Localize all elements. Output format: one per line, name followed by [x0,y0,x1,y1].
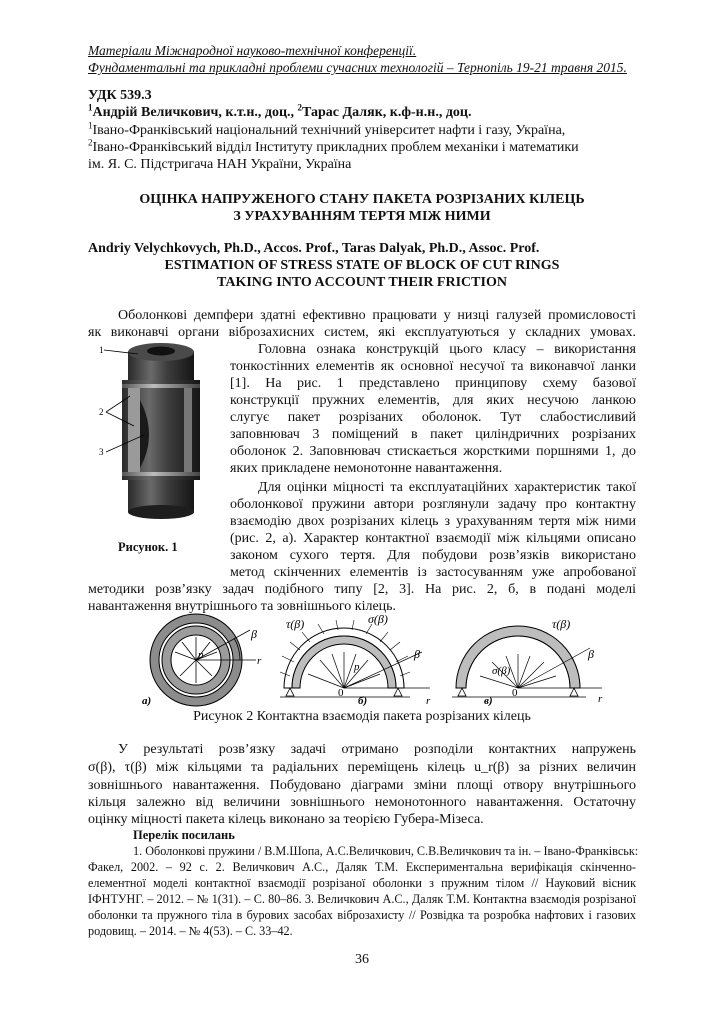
p2-line1: Для оцінки міцності та експлуатаційних характеристик такої [258,480,636,495]
svg-text:β: β [251,627,257,641]
p3-line4: кільця залежно від величини зовнішнього немонотонного навантаження. Остаточну [88,795,636,810]
title-ua-line1: ОЦІНКА НАПРУЖЕНОГО СТАНУ ПАКЕТА РОЗРІЗАНИХ КІЛЕЦЬ [139,192,585,207]
fig2-panel-b [280,612,431,707]
page-number: 36 [355,952,369,967]
udc: УДК 539.3 [88,88,152,103]
p1-wrap-1: Головна ознака конструкцій цього класу – використання [258,342,636,357]
authors-ua: $^1$Андрій Величкович, к.т.н., доц., $^2$Тарас Даляк, к.ф-н.н., доц. [88,102,472,120]
svg-text:r: r [257,655,262,667]
svg-text:а): а) [142,695,152,707]
p2-line8: навантаження внутрішнього та зовнішнього кілець. [88,599,397,614]
p1-line1: Оболонкові демпфери здатні ефективно працювати у низці галузей промисловості [118,308,636,323]
p2-line7: методики розв’язку задач подібного типу [2, 3]. На рис. 2, б, в подані моделі [88,582,636,597]
p2-line5: законом сухого тертя. Для побудови розв’язків використано [230,548,636,563]
authors-en: Andriy Velychkovych, Ph.D., Accos. Prof., Taras Dalyak, Ph.D., Assoc. Prof. [88,241,540,256]
svg-text:σ(β): σ(β) [492,665,511,677]
fig1-label-2: 2 [99,407,104,417]
reference-line: оболонки та пружного тіла в бурових засобах віброзахисту // Розвідка та розробка нафтових і газових [88,908,636,922]
p2-line4: (рис. 2, а). Характер контактної взаємодії між кільцями описано [230,531,636,546]
p2-line2: оболонкової пружини автори розглянули задачу про контактну [230,497,636,512]
reference-line: 1. Оболонкові пружини / В.М.Шопа, А.С.Величкович, С.В.Величкович та ін. – Івано-Франківськ: [133,844,639,858]
p1-line2: як виконавчі органи віброзахисних систем, які експлуатуються у складних умовах. [88,325,636,340]
svg-text:0: 0 [512,687,518,699]
reference-line: родовищ. – 2014. – № 4(53). – С. 33–42. [88,924,293,938]
svg-text:p: p [354,661,360,673]
p2-line6: метод скінченних елементів із застосуванням уже апробованої [230,565,636,580]
svg-text:p: p [198,649,204,661]
affiliation-1: $^1$Івано-Франківський національний технічний університет нафти і газу, Україна, [88,120,566,138]
fig2-panel-c [452,617,603,707]
svg-text:в): в) [484,695,493,707]
svg-text:β: β [414,647,420,661]
p3-line1: У результаті розв’язку задачі отримано розподіли контактних напружень [118,742,636,757]
svg-text:r: r [426,695,431,707]
affiliation-3: ім. Я. С. Підстригача НАН України, Україна [88,157,352,172]
conference-header-line2: Фундаментальні та прикладні проблеми сучасних технологій – Тернопіль 19-21 травня 2015. [88,60,627,75]
p3-line2: σ(β), τ(β) між кільцями та радіальних переміщень кілець u_r(β) за різних величин [88,760,636,775]
reference-line: елементної моделі контактної взаємодії розрізаної оболонки з пружним тілом // Науковий вісник [88,876,636,890]
p2-line3: взаємодію двох розрізаних кілець з урахуванням тертя між ними [230,514,636,529]
svg-text:r: r [598,693,603,705]
p1-wrap-4: конструкції пружних елементів, для яких несучою ланкою [230,393,636,408]
svg-text:β: β [588,647,594,661]
svg-text:0: 0 [338,687,344,699]
figure-1-damper [98,340,226,530]
p1-wrap-2: тонкостінних елементів як основної несучої та виконавчої ланки [230,359,636,374]
fig1-label-1: 1 [99,345,104,355]
title-en-line1: ESTIMATION OF STRESS STATE OF BLOCK OF CUT RINGS [164,258,560,273]
svg-text:σ(β): σ(β) [368,612,388,626]
p1-wrap-3: [1]. На рис. 1 представлено принципову схему базової [230,376,636,391]
reference-line: ІФНТУНГ. – 2012. – № 1(31). – С. 80–86. 3. Величкович А.С., Даляк Т.М. Контактна взаємодія розрізаної [88,892,636,906]
fig2-panel-a [142,614,262,707]
reference-line: Факел, 2002. – 92 с. 2. Величкович А.С., Даляк Т.М. Експериментальна верифікація скінченно- [88,860,636,874]
svg-text:б): б) [358,695,368,707]
p3-line5: оцінку міцності пакета кілець виконано за теорією Губера-Мізеса. [88,812,484,827]
p3-line3: зовнішнього навантаження. Побудовано діаграми зміни площі отвору внутрішнього [88,778,636,793]
title-ua-line2: З УРАХУВАННЯМ ТЕРТЯ МІЖ НИМИ [233,209,491,224]
affiliation-2: $^2$Івано-Франківський відділ Інституту прикладних проблем механіки і математики [88,137,579,155]
fig1-label-3: 3 [99,447,104,457]
p1-wrap-7: оболонок 2. Заповнювач стискається жорсткими поршнями 1, до [230,444,636,459]
figure-2-caption: Рисунок 2 Контактна взаємодія пакета розрізаних кілець [193,709,531,724]
p1-wrap-6: заповнювач 3 поміщений в пакет циліндричних розрізаних [230,427,636,442]
conference-header-line1: Матеріали Міжнародної науково-технічної конференції. [88,43,417,58]
svg-text:τ(β): τ(β) [552,617,571,631]
figure-1-caption: Рисунок. 1 [118,540,178,554]
p1-wrap-5: слугує пакет розрізаних оболонок. Тут слабостисливий [230,410,636,425]
p1-wrap-8: яких прикладене немонотонне навантаження. [230,461,503,476]
title-en-line2: TAKING INTO ACCOUNT THEIR FRICTION [217,275,507,290]
references-heading: Перелік посилань [133,828,235,842]
figure-2-contact [140,612,616,710]
svg-text:τ(β): τ(β) [286,617,305,631]
